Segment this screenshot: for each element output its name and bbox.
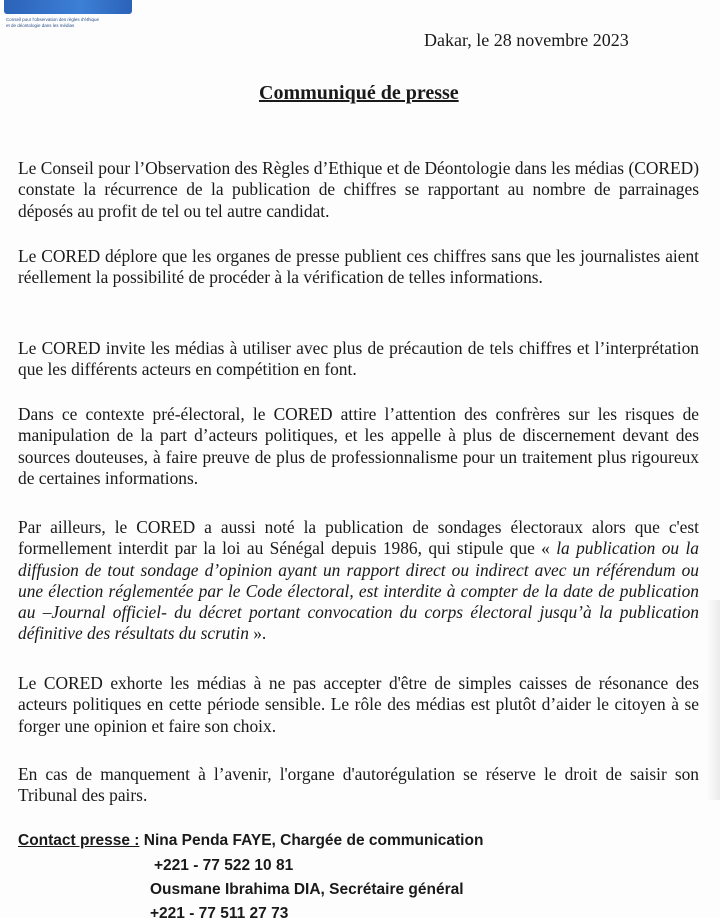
contact-phone-1: +221 - 77 522 10 81 — [154, 857, 294, 874]
cored-logo — [4, 0, 136, 36]
paragraph-sondages — [18, 517, 699, 645]
logo-tagline-line1: Conseil pour l'observation des règles d'éthique — [6, 17, 100, 22]
sondages-intro: Par ailleurs, le CORED a aussi noté la publication de sondages électoraux alors que c'est formellement interdit par la loi au Sénégal depuis 1986, qui stipule que « — [18, 517, 699, 559]
contact-person-2: Ousmane Ibrahima DIA, Secrétaire général — [150, 881, 464, 898]
paragraph-manipulation: Dans ce contexte pré-électoral, le CORED attire l’attention des confrères sur les risques de manipulation de la part d’acteurs politiques, et les appelle à plus de discernement devant des sources douteuses, à faire preuve de plus de professionnalisme pour un traitement plus rigoureux de certaines informations. — [18, 404, 699, 488]
document-date: Dakar, le 28 novembre 2023 — [424, 30, 629, 50]
contact-line-1 — [18, 832, 483, 850]
paragraph-verification: Le CORED déplore que les organes de presse publient ces chiffres sans que les journalistes aient réellement la possibilité de procéder à la vérification de telles informations. — [18, 246, 699, 288]
document-title: Communiqué de presse — [259, 82, 459, 104]
law-quote: la publication ou la diffusion de tout sondage d’opinion ayant un rapport direct ou indirect avec un référendum ou une élection réglementée par le Code électoral, est interdite à compter de la date de publication au –Journal officiel- du décret portant convocation du corps électoral jusqu’à la publication définitive des résultats du scrutin — [18, 538, 699, 644]
paragraph-exhortation: Le CORED exhorte les médias à ne pas accepter d'être de simples caisses de résonance des acteurs politiques en cette période sensible. Le rôle des médias est plutôt d’aider le citoyen à se forger une opinion et faire son choix. — [18, 673, 699, 736]
sondages-end: ». — [248, 623, 267, 644]
logo-tagline-line2: et de déontologie dans les médias — [6, 23, 75, 28]
logo-banner — [4, 0, 132, 14]
contact-label: Contact presse : — [18, 832, 140, 849]
contact-phone-2: +221 - 77 511 27 73 — [150, 905, 289, 918]
page-edge-shadow — [706, 600, 720, 800]
contact-person-1: Nina Penda FAYE, Chargée de communication — [139, 832, 484, 849]
paragraph-tribunal: En cas de manquement à l’avenir, l'organe d'autorégulation se réserve le droit de saisir son Tribunal des pairs. — [18, 764, 699, 806]
paragraph-precaution: Le CORED invite les médias à utiliser avec plus de précaution de tels chiffres et l’interprétation que les différents acteurs en compétition en font. — [18, 338, 699, 380]
paragraph-parrainages: Le Conseil pour l’Observation des Règles d’Ethique et de Déontologie dans les médias (CORED) constate la récurrence de la publication de chiffres se rapportant au nombre de parrainages déposés au profit de tel ou tel autre candidat. — [18, 158, 699, 221]
